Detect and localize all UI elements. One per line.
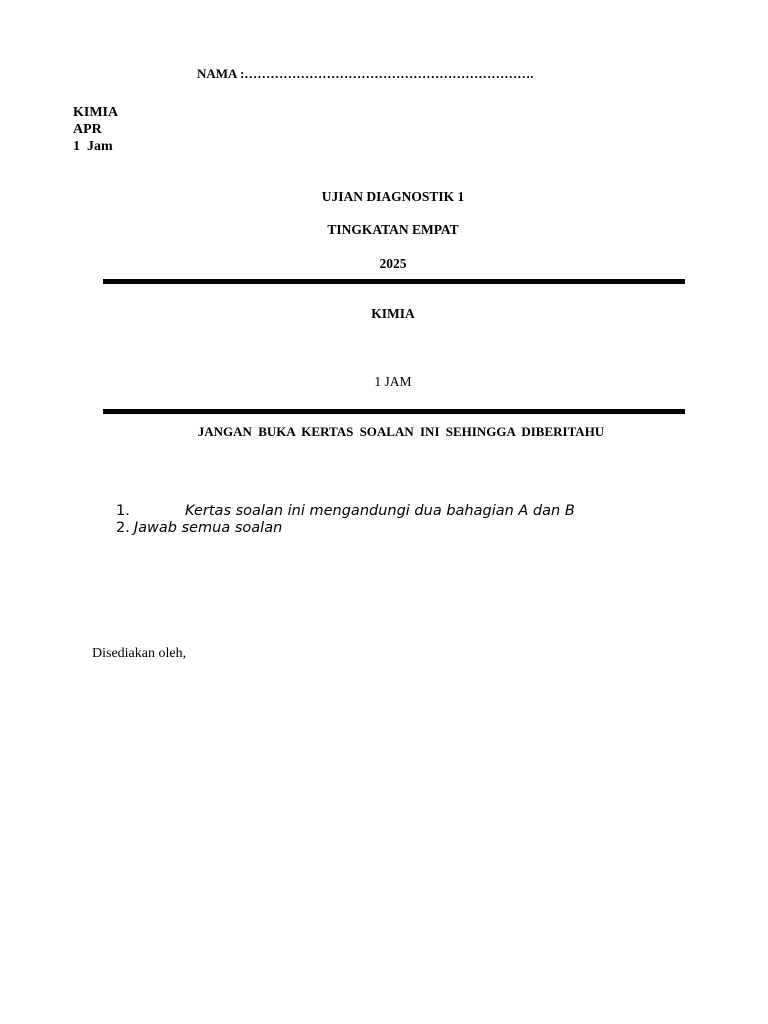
subject-title: KIMIA [371,306,415,321]
instructions-list [116,503,575,537]
name-field-line: NAMA :…………………………………………………………. [197,66,534,81]
instruction-text: Jawab semua soalan [133,520,283,536]
instruction-number: 2. [116,520,130,536]
do-not-open-warning: JANGAN BUKA KERTAS SOALAN INI SEHINGGA DIBERITAHU [197,424,605,439]
instruction-number: 1. [116,503,130,519]
meta-time: 1 Jam [73,139,113,154]
divider-bottom [103,409,685,414]
exam-title: UJIAN DIAGNOSTIK 1 [321,189,465,204]
meta-subject: KIMIA [73,105,119,120]
divider-top [103,279,685,284]
form-level: TINGKATAN EMPAT [327,222,459,237]
exam-duration: 1 JAM [374,374,412,389]
prepared-by-label: Disediakan oleh, [92,646,187,661]
instruction-text: Kertas soalan ini mengandungi dua bahagian A dan B [185,503,575,519]
exam-year: 2025 [379,256,407,271]
paper-meta-block [73,104,118,155]
instruction-item [116,520,282,537]
instruction-item [116,503,575,520]
meta-code: APR [73,122,102,137]
